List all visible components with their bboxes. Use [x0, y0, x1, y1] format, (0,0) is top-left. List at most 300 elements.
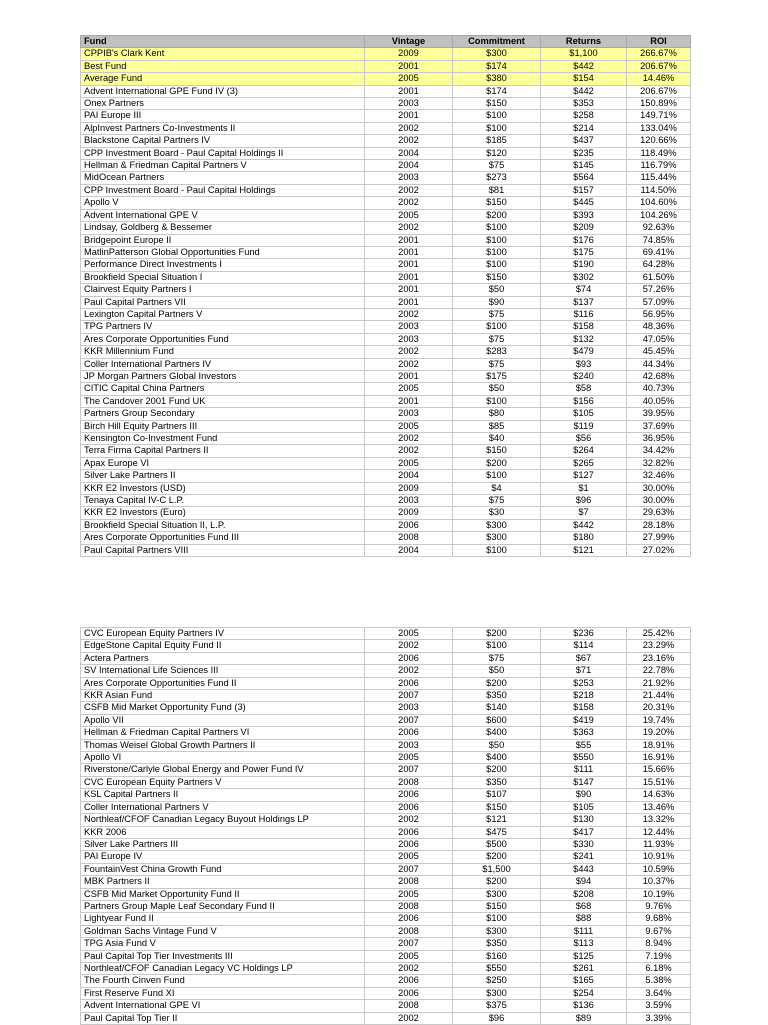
cell-vintage: 2005 [365, 888, 453, 900]
cell-vintage: 2003 [365, 702, 453, 714]
cell-fund: PAI Europe III [81, 110, 365, 122]
cell-returns: $302 [541, 271, 627, 283]
cell-fund: Onex Partners [81, 98, 365, 110]
cell-commitment: $100 [453, 395, 541, 407]
cell-fund: Birch Hill Equity Partners III [81, 420, 365, 432]
cell-commitment: $100 [453, 234, 541, 246]
cell-returns: $145 [541, 160, 627, 172]
cell-fund: Kensington Co-Investment Fund [81, 433, 365, 445]
cell-fund: EdgeStone Capital Equity Fund II [81, 640, 365, 652]
table-row [81, 246, 691, 258]
table-row [81, 752, 691, 764]
cell-roi: 115.44% [627, 172, 691, 184]
cell-roi: 92.63% [627, 222, 691, 234]
cell-vintage: 2006 [365, 677, 453, 689]
cell-vintage: 2002 [365, 433, 453, 445]
cell-roi: 120.66% [627, 135, 691, 147]
cell-commitment: $100 [453, 122, 541, 134]
cell-vintage: 2001 [365, 296, 453, 308]
cell-fund: Apax Europe VI [81, 457, 365, 469]
cell-roi: 18.91% [627, 739, 691, 751]
cell-vintage: 2005 [365, 383, 453, 395]
cell-commitment: $1,500 [453, 863, 541, 875]
cell-vintage: 2008 [365, 1000, 453, 1012]
cell-roi: 9.76% [627, 900, 691, 912]
cell-returns: $442 [541, 519, 627, 531]
cell-returns: $114 [541, 640, 627, 652]
cell-commitment: $100 [453, 110, 541, 122]
cell-returns: $94 [541, 876, 627, 888]
cell-returns: $550 [541, 752, 627, 764]
cell-vintage: 2007 [365, 764, 453, 776]
table-row [81, 346, 691, 358]
cell-fund: The Candover 2001 Fund UK [81, 395, 365, 407]
cell-commitment: $96 [453, 1012, 541, 1024]
cell-vintage: 2001 [365, 246, 453, 258]
cell-commitment: $100 [453, 259, 541, 271]
cell-fund: Advent International GPE VI [81, 1000, 365, 1012]
cell-commitment: $200 [453, 876, 541, 888]
cell-roi: 133.04% [627, 122, 691, 134]
cell-vintage: 2004 [365, 147, 453, 159]
table-row [81, 445, 691, 457]
table-row [81, 690, 691, 702]
cell-vintage: 2005 [365, 628, 453, 640]
cell-commitment: $120 [453, 147, 541, 159]
cell-fund: KKR 2006 [81, 826, 365, 838]
cell-fund: Best Fund [81, 60, 365, 72]
cell-fund: Northleaf/CFOF Canadian Legacy VC Holdings LP [81, 962, 365, 974]
cell-fund: Coller International Partners V [81, 801, 365, 813]
table-row [81, 900, 691, 912]
cell-vintage: 2002 [365, 665, 453, 677]
cell-returns: $105 [541, 408, 627, 420]
table-row [81, 677, 691, 689]
cell-vintage: 2005 [365, 73, 453, 85]
cell-roi: 206.67% [627, 60, 691, 72]
cell-returns: $119 [541, 420, 627, 432]
cell-returns: $93 [541, 358, 627, 370]
cell-fund: MBK Partners II [81, 876, 365, 888]
cell-commitment: $300 [453, 888, 541, 900]
cell-roi: 44.34% [627, 358, 691, 370]
cell-commitment: $200 [453, 457, 541, 469]
cell-vintage: 2002 [365, 184, 453, 196]
table-row [81, 714, 691, 726]
cell-fund: Northleaf/CFOF Canadian Legacy Buyout Holdings LP [81, 814, 365, 826]
cell-fund: CPP Investment Board - Paul Capital Holdings II [81, 147, 365, 159]
cell-fund: PAI Europe IV [81, 851, 365, 863]
cell-returns: $137 [541, 296, 627, 308]
cell-fund: Lexington Capital Partners V [81, 308, 365, 320]
cell-vintage: 2006 [365, 987, 453, 999]
table-row [81, 652, 691, 664]
cell-vintage: 2005 [365, 457, 453, 469]
cell-commitment: $150 [453, 197, 541, 209]
cell-fund: CPP Investment Board - Paul Capital Holdings [81, 184, 365, 196]
cell-commitment: $174 [453, 60, 541, 72]
cell-fund: CITIC Capital China Partners [81, 383, 365, 395]
cell-fund: Clairvest Equity Partners I [81, 284, 365, 296]
cell-returns: $113 [541, 938, 627, 950]
table-row [81, 470, 691, 482]
cell-roi: 34.42% [627, 445, 691, 457]
cell-commitment: $85 [453, 420, 541, 432]
cell-fund: Lindsay, Goldberg & Bessemer [81, 222, 365, 234]
cell-commitment: $100 [453, 640, 541, 652]
cell-vintage: 2008 [365, 900, 453, 912]
table-row [81, 764, 691, 776]
cell-returns: $158 [541, 321, 627, 333]
cell-fund: TPG Partners IV [81, 321, 365, 333]
cell-roi: 14.63% [627, 789, 691, 801]
cell-roi: 29.63% [627, 507, 691, 519]
cell-roi: 10.59% [627, 863, 691, 875]
table-row [81, 259, 691, 271]
cell-roi: 42.68% [627, 370, 691, 382]
cell-commitment: $300 [453, 925, 541, 937]
cell-commitment: $40 [453, 433, 541, 445]
cell-fund: CPPIB's Clark Kent [81, 48, 365, 60]
cell-commitment: $100 [453, 544, 541, 556]
cell-commitment: $81 [453, 184, 541, 196]
cell-commitment: $350 [453, 776, 541, 788]
cell-returns: $154 [541, 73, 627, 85]
cell-roi: 74.85% [627, 234, 691, 246]
cell-returns: $111 [541, 764, 627, 776]
cell-roi: 16.91% [627, 752, 691, 764]
cell-roi: 22.78% [627, 665, 691, 677]
header-commitment: Commitment [453, 36, 541, 48]
cell-commitment: $300 [453, 48, 541, 60]
cell-commitment: $375 [453, 1000, 541, 1012]
cell-fund: Performance Direct Investments I [81, 259, 365, 271]
cell-vintage: 2006 [365, 519, 453, 531]
cell-vintage: 2001 [365, 370, 453, 382]
cell-roi: 116.79% [627, 160, 691, 172]
cell-vintage: 2008 [365, 876, 453, 888]
table-row [81, 135, 691, 147]
table-row [81, 48, 691, 60]
cell-vintage: 2003 [365, 98, 453, 110]
cell-fund: SV International Life Sciences III [81, 665, 365, 677]
table-row [81, 826, 691, 838]
cell-vintage: 2003 [365, 172, 453, 184]
cell-roi: 23.16% [627, 652, 691, 664]
cell-roi: 19.74% [627, 714, 691, 726]
cell-fund: AlpInvest Partners Co-Investments II [81, 122, 365, 134]
cell-fund: Advent International GPE V [81, 209, 365, 221]
cell-vintage: 2006 [365, 789, 453, 801]
cell-fund: Coller International Partners IV [81, 358, 365, 370]
cell-fund: Thomas Weisel Global Growth Partners II [81, 739, 365, 751]
cell-roi: 45.45% [627, 346, 691, 358]
cell-commitment: $50 [453, 739, 541, 751]
cell-fund: CVC European Equity Partners V [81, 776, 365, 788]
cell-roi: 21.44% [627, 690, 691, 702]
cell-roi: 57.26% [627, 284, 691, 296]
table-row [81, 1000, 691, 1012]
table-row [81, 975, 691, 987]
cell-vintage: 2003 [365, 333, 453, 345]
fund-table-bottom [80, 627, 691, 1025]
table-row [81, 234, 691, 246]
cell-vintage: 2008 [365, 532, 453, 544]
cell-commitment: $75 [453, 495, 541, 507]
cell-roi: 150.89% [627, 98, 691, 110]
cell-vintage: 2001 [365, 110, 453, 122]
table-row [81, 727, 691, 739]
cell-vintage: 2005 [365, 420, 453, 432]
cell-fund: Hellman & Friedman Capital Partners VI [81, 727, 365, 739]
cell-commitment: $80 [453, 408, 541, 420]
cell-returns: $258 [541, 110, 627, 122]
cell-returns: $393 [541, 209, 627, 221]
cell-fund: Goldman Sachs Vintage Fund V [81, 925, 365, 937]
cell-fund: Silver Lake Partners II [81, 470, 365, 482]
cell-fund: CSFB Mid Market Opportunity Fund (3) [81, 702, 365, 714]
cell-roi: 39.95% [627, 408, 691, 420]
cell-roi: 30.00% [627, 495, 691, 507]
cell-fund: Paul Capital Top Tier II [81, 1012, 365, 1024]
table-row [81, 801, 691, 813]
cell-roi: 14.46% [627, 73, 691, 85]
cell-fund: Ares Corporate Opportunities Fund II [81, 677, 365, 689]
cell-returns: $353 [541, 98, 627, 110]
cell-roi: 28.18% [627, 519, 691, 531]
cell-vintage: 2001 [365, 259, 453, 271]
cell-commitment: $75 [453, 358, 541, 370]
cell-vintage: 2001 [365, 234, 453, 246]
cell-vintage: 2004 [365, 470, 453, 482]
cell-vintage: 2006 [365, 727, 453, 739]
cell-returns: $241 [541, 851, 627, 863]
cell-returns: $90 [541, 789, 627, 801]
table-row [81, 838, 691, 850]
cell-vintage: 2007 [365, 714, 453, 726]
cell-commitment: $107 [453, 789, 541, 801]
cell-returns: $264 [541, 445, 627, 457]
cell-returns: $254 [541, 987, 627, 999]
fund-table-top [80, 35, 691, 557]
cell-commitment: $150 [453, 801, 541, 813]
table-row [81, 122, 691, 134]
cell-commitment: $150 [453, 900, 541, 912]
cell-returns: $156 [541, 395, 627, 407]
cell-roi: 10.19% [627, 888, 691, 900]
cell-vintage: 2004 [365, 544, 453, 556]
cell-commitment: $50 [453, 665, 541, 677]
cell-commitment: $150 [453, 98, 541, 110]
table-row [81, 60, 691, 72]
cell-commitment: $300 [453, 532, 541, 544]
cell-vintage: 2006 [365, 913, 453, 925]
table-row [81, 370, 691, 382]
cell-commitment: $475 [453, 826, 541, 838]
cell-vintage: 2002 [365, 222, 453, 234]
cell-fund: Advent International GPE Fund IV (3) [81, 85, 365, 97]
table-row [81, 308, 691, 320]
table-row [81, 888, 691, 900]
cell-vintage: 2001 [365, 271, 453, 283]
cell-vintage: 2001 [365, 85, 453, 97]
cell-returns: $147 [541, 776, 627, 788]
cell-vintage: 2007 [365, 863, 453, 875]
cell-roi: 27.99% [627, 532, 691, 544]
cell-roi: 13.46% [627, 801, 691, 813]
cell-fund: Brookfield Special Situation I [81, 271, 365, 283]
cell-returns: $111 [541, 925, 627, 937]
cell-commitment: $600 [453, 714, 541, 726]
cell-vintage: 2005 [365, 752, 453, 764]
cell-fund: Bridgepoint Europe II [81, 234, 365, 246]
cell-roi: 36.95% [627, 433, 691, 445]
cell-roi: 206.67% [627, 85, 691, 97]
cell-fund: CSFB Mid Market Opportunity Fund II [81, 888, 365, 900]
cell-returns: $564 [541, 172, 627, 184]
table-row [81, 209, 691, 221]
cell-vintage: 2002 [365, 358, 453, 370]
cell-returns: $330 [541, 838, 627, 850]
table-row [81, 950, 691, 962]
table-row [81, 321, 691, 333]
cell-roi: 57.09% [627, 296, 691, 308]
cell-roi: 104.26% [627, 209, 691, 221]
table-row [81, 160, 691, 172]
table-row [81, 98, 691, 110]
cell-roi: 5.38% [627, 975, 691, 987]
cell-returns: $214 [541, 122, 627, 134]
cell-fund: Average Fund [81, 73, 365, 85]
cell-fund: CVC European Equity Partners IV [81, 628, 365, 640]
cell-returns: $88 [541, 913, 627, 925]
cell-returns: $116 [541, 308, 627, 320]
cell-vintage: 2002 [365, 814, 453, 826]
cell-commitment: $200 [453, 851, 541, 863]
cell-roi: 9.68% [627, 913, 691, 925]
table-row [81, 640, 691, 652]
cell-roi: 30.00% [627, 482, 691, 494]
cell-commitment: $550 [453, 962, 541, 974]
cell-returns: $89 [541, 1012, 627, 1024]
cell-vintage: 2005 [365, 851, 453, 863]
cell-returns: $58 [541, 383, 627, 395]
cell-vintage: 2002 [365, 445, 453, 457]
cell-returns: $265 [541, 457, 627, 469]
table-row [81, 296, 691, 308]
cell-vintage: 2001 [365, 395, 453, 407]
cell-roi: 3.59% [627, 1000, 691, 1012]
cell-vintage: 2002 [365, 122, 453, 134]
cell-commitment: $400 [453, 727, 541, 739]
cell-returns: $261 [541, 962, 627, 974]
cell-fund: Riverstone/Carlyle Global Energy and Power Fund IV [81, 764, 365, 776]
cell-commitment: $500 [453, 838, 541, 850]
cell-vintage: 2006 [365, 826, 453, 838]
cell-returns: $240 [541, 370, 627, 382]
cell-fund: Partners Group Maple Leaf Secondary Fund II [81, 900, 365, 912]
cell-fund: Paul Capital Partners VII [81, 296, 365, 308]
table-row [81, 110, 691, 122]
cell-commitment: $140 [453, 702, 541, 714]
cell-roi: 7.19% [627, 950, 691, 962]
cell-fund: Hellman & Friedman Capital Partners V [81, 160, 365, 172]
cell-commitment: $50 [453, 284, 541, 296]
cell-roi: 104.60% [627, 197, 691, 209]
cell-roi: 149.71% [627, 110, 691, 122]
table-row [81, 938, 691, 950]
cell-returns: $130 [541, 814, 627, 826]
cell-commitment: $283 [453, 346, 541, 358]
cell-returns: $176 [541, 234, 627, 246]
cell-commitment: $200 [453, 677, 541, 689]
cell-roi: 69.41% [627, 246, 691, 258]
table-row [81, 495, 691, 507]
cell-roi: 61.50% [627, 271, 691, 283]
cell-commitment: $50 [453, 383, 541, 395]
cell-returns: $55 [541, 739, 627, 751]
cell-roi: 114.50% [627, 184, 691, 196]
cell-roi: 3.39% [627, 1012, 691, 1024]
cell-returns: $71 [541, 665, 627, 677]
table-row [81, 628, 691, 640]
cell-fund: MidOcean Partners [81, 172, 365, 184]
cell-returns: $253 [541, 677, 627, 689]
cell-roi: 32.82% [627, 457, 691, 469]
cell-fund: FountainVest China Growth Fund [81, 863, 365, 875]
cell-returns: $1 [541, 482, 627, 494]
cell-vintage: 2006 [365, 975, 453, 987]
cell-returns: $157 [541, 184, 627, 196]
cell-commitment: $300 [453, 519, 541, 531]
cell-fund: First Reserve Fund XI [81, 987, 365, 999]
cell-returns: $165 [541, 975, 627, 987]
cell-returns: $127 [541, 470, 627, 482]
cell-commitment: $350 [453, 690, 541, 702]
cell-vintage: 2002 [365, 308, 453, 320]
cell-vintage: 2003 [365, 739, 453, 751]
cell-vintage: 2005 [365, 209, 453, 221]
cell-roi: 40.05% [627, 395, 691, 407]
cell-returns: $479 [541, 346, 627, 358]
table-row [81, 1012, 691, 1024]
cell-returns: $190 [541, 259, 627, 271]
table-row [81, 789, 691, 801]
cell-returns: $1,100 [541, 48, 627, 60]
cell-vintage: 2001 [365, 284, 453, 296]
table-row [81, 333, 691, 345]
cell-roi: 13.32% [627, 814, 691, 826]
cell-roi: 118.49% [627, 147, 691, 159]
cell-roi: 3.64% [627, 987, 691, 999]
cell-vintage: 2008 [365, 776, 453, 788]
table-row [81, 222, 691, 234]
table-row [81, 987, 691, 999]
table-row [81, 420, 691, 432]
table-row [81, 197, 691, 209]
cell-fund: Lightyear Fund II [81, 913, 365, 925]
cell-vintage: 2002 [365, 197, 453, 209]
cell-returns: $445 [541, 197, 627, 209]
cell-fund: KKR E2 Investors (USD) [81, 482, 365, 494]
cell-commitment: $100 [453, 913, 541, 925]
cell-commitment: $100 [453, 321, 541, 333]
cell-returns: $235 [541, 147, 627, 159]
table-row [81, 702, 691, 714]
cell-commitment: $121 [453, 814, 541, 826]
cell-commitment: $300 [453, 987, 541, 999]
cell-commitment: $250 [453, 975, 541, 987]
